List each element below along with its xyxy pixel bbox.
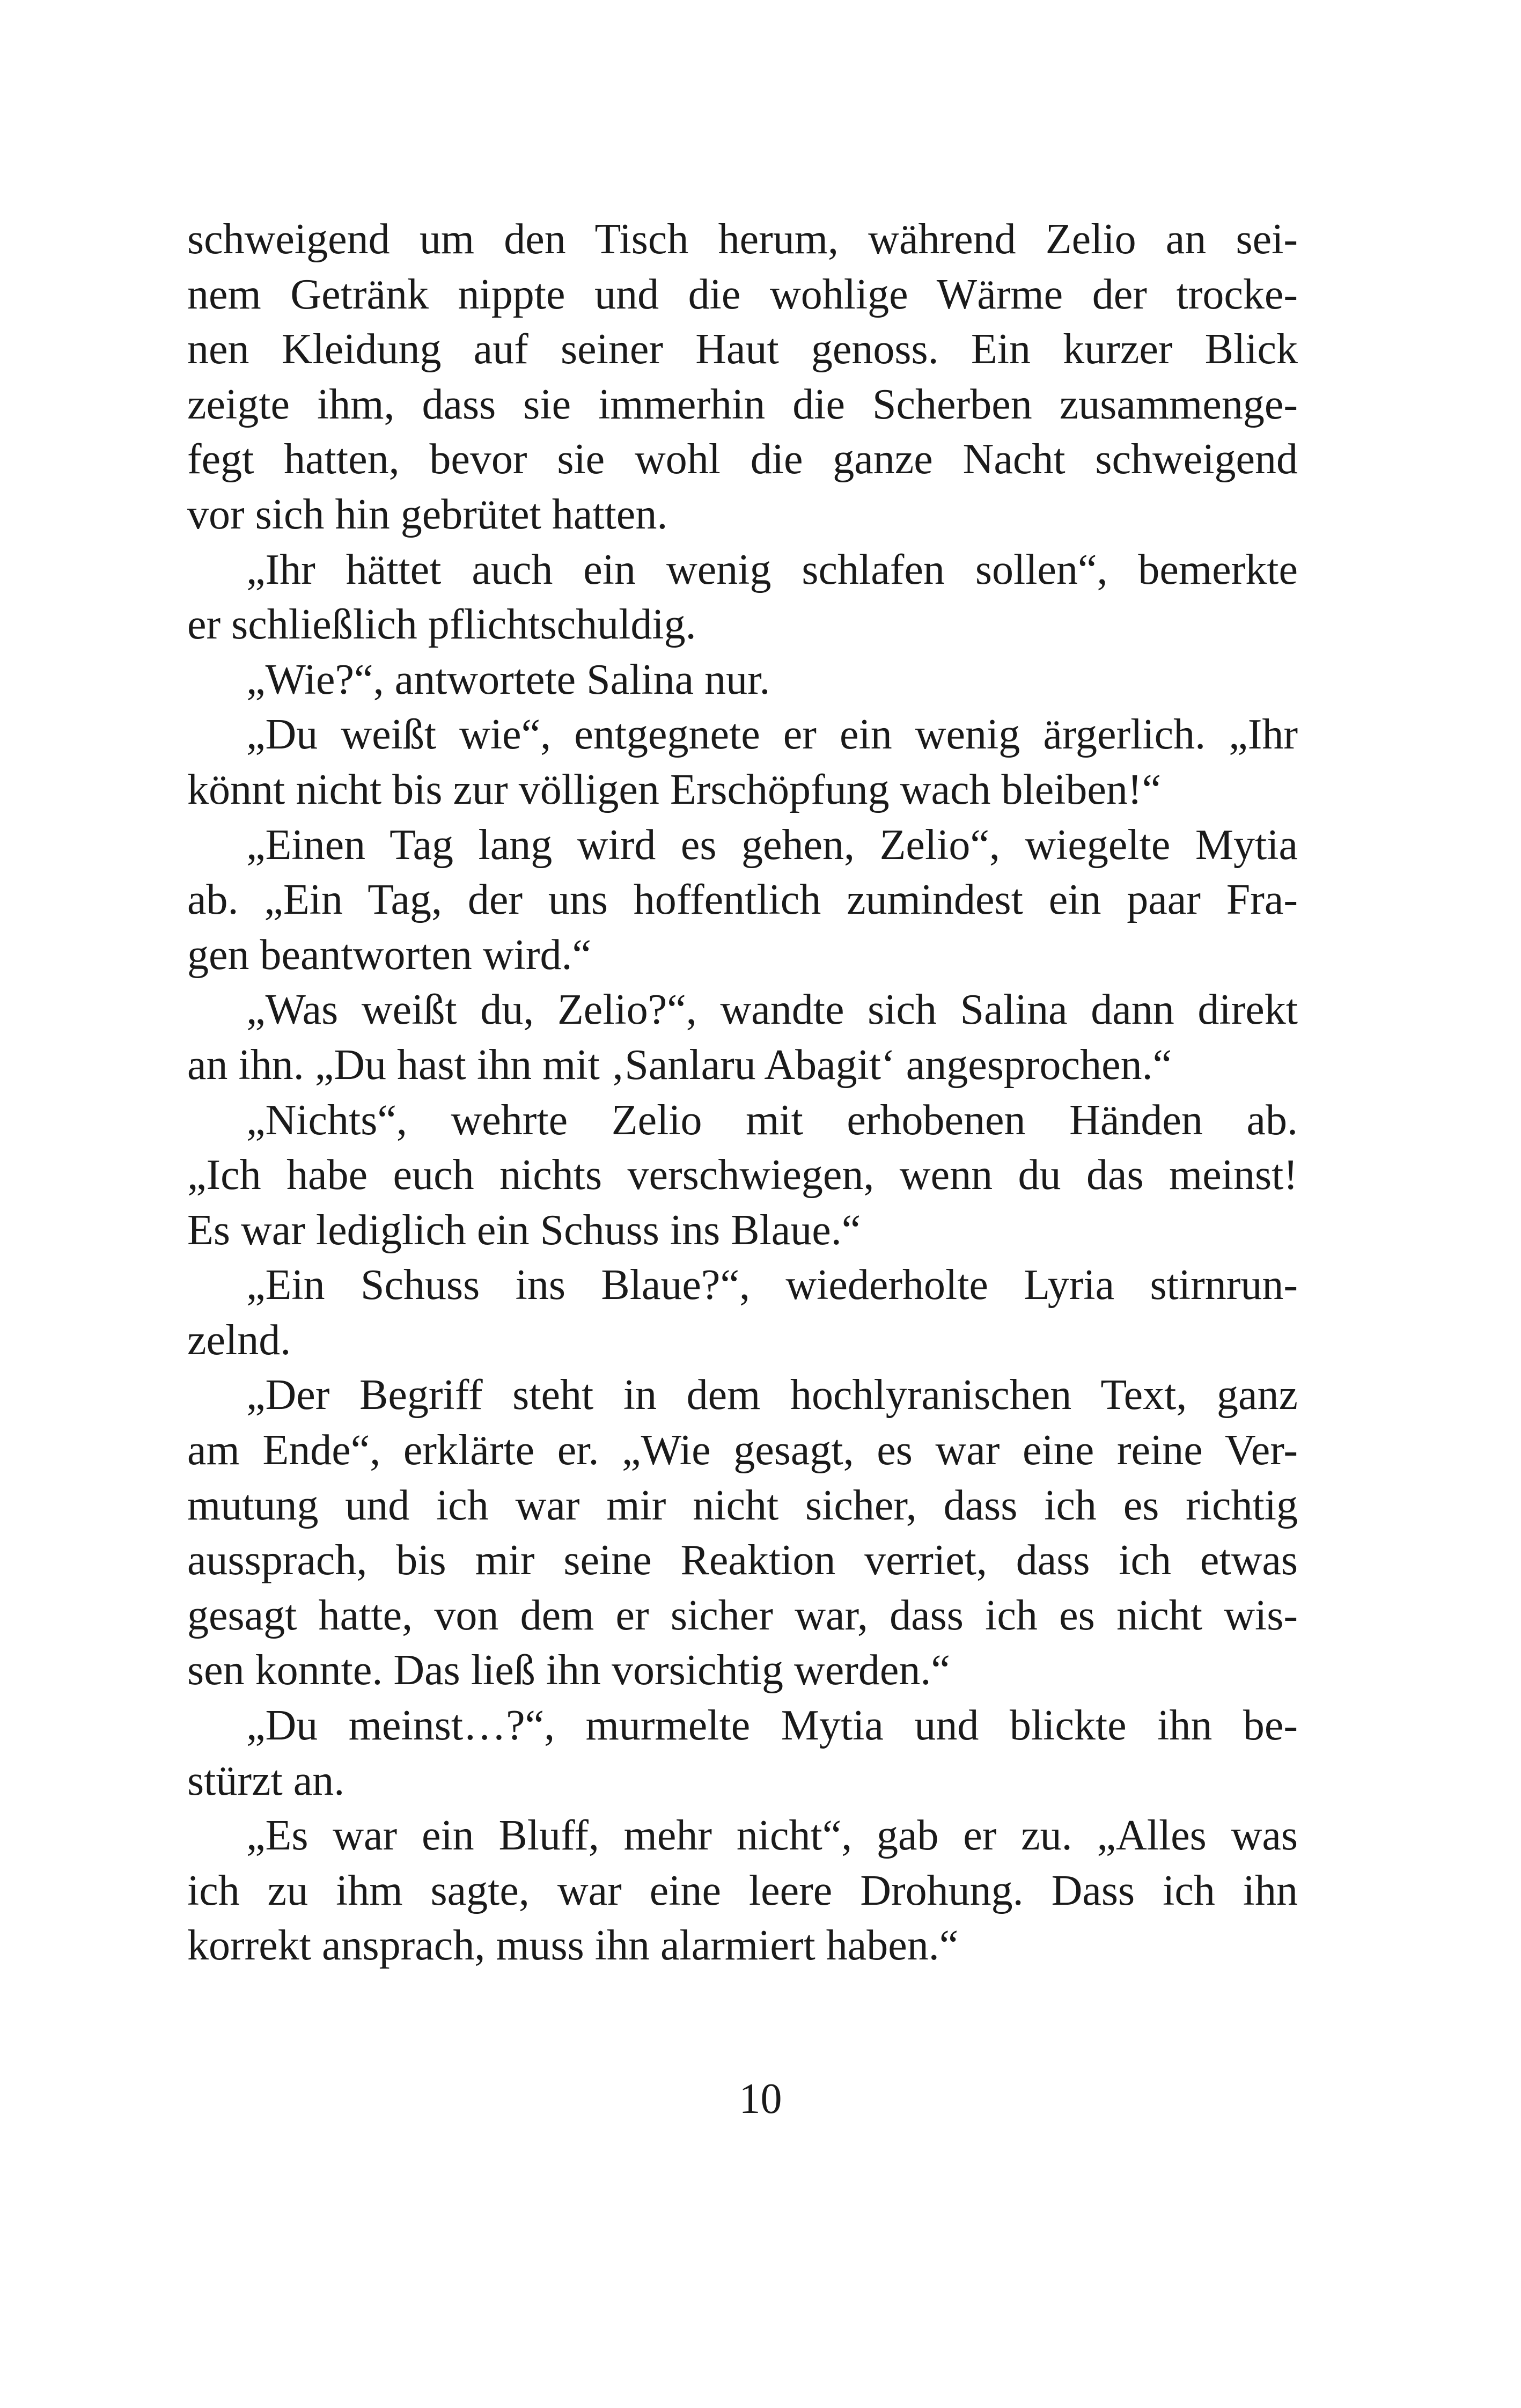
text-line: „Du meinst…?“, murmelte Mytia und blickte ihn be- (246, 1702, 1298, 1750)
text-line: gen beantworten wird.“ (187, 931, 592, 979)
text-line: ab. „Ein Tag, der uns hoffentlich zumindest ein paar Fra- (187, 876, 1298, 924)
page-number: 10 (739, 2075, 782, 2123)
text-line: zeigte ihm, dass sie immerhin die Scherben zusammenge- (187, 380, 1298, 428)
text-line: ich zu ihm sagte, war eine leere Drohung. Dass ich ihn (187, 1867, 1298, 1914)
text-line: zelnd. (187, 1316, 291, 1364)
text-line: gesagt hatte, von dem er sicher war, dass ich es nicht wis- (187, 1591, 1298, 1639)
text-line: Es war lediglich ein Schuss ins Blaue.“ (187, 1206, 861, 1254)
text-line: „Nichts“, wehrte Zelio mit erhobenen Händen ab. (246, 1096, 1298, 1144)
text-line: „Ein Schuss ins Blaue?“, wiederholte Lyria stirnrun- (246, 1261, 1298, 1309)
text-line: nem Getränk nippte und die wohlige Wärme der trocke- (187, 270, 1298, 318)
text-line: könnt nicht bis zur völligen Erschöpfung wach bleiben!“ (187, 766, 1162, 813)
text-line: fegt hatten, bevor sie wohl die ganze Nacht schweigend (187, 436, 1298, 483)
text-line: mutung und ich war mir nicht sicher, dass ich es richtig (187, 1481, 1298, 1529)
text-line: „Was weißt du, Zelio?“, wandte sich Salina dann direkt (246, 986, 1298, 1034)
text-line: er schließlich pflichtschuldig. (187, 601, 696, 649)
text-line: „Du weißt wie“, entgegnete er ein wenig ärgerlich. „Ihr (246, 711, 1298, 759)
text-line: schweigend um den Tisch herum, während Zelio an sei- (187, 216, 1298, 263)
text-line: an ihn. „Du hast ihn mit ‚Sanlaru Abagit‘ angesprochen.“ (187, 1041, 1172, 1089)
text-line: „Wie?“, antwortete Salina nur. (246, 656, 770, 703)
text-line: nen Kleidung auf seiner Haut genoss. Ein kurzer Blick (187, 326, 1298, 373)
text-line: „Einen Tag lang wird es gehen, Zelio“, wiegelte Mytia (246, 821, 1298, 869)
text-line: „Ich habe euch nichts verschwiegen, wenn du das meinst! (187, 1151, 1298, 1199)
text-line: „Es war ein Bluff, mehr nicht“, gab er zu. „Alles was (246, 1812, 1298, 1860)
text-line: „Der Begriff steht in dem hochlyranischen Text, ganz (246, 1371, 1298, 1419)
text-line: aussprach, bis mir seine Reaktion verriet, dass ich etwas (187, 1537, 1298, 1584)
body-text (187, 212, 1298, 1973)
text-line: sen konnte. Das ließ ihn vorsichtig werden.“ (187, 1647, 950, 1694)
text-line: am Ende“, erklärte er. „Wie gesagt, es war eine reine Ver- (187, 1427, 1298, 1474)
text-line: stürzt an. (187, 1757, 345, 1804)
text-line: korrekt ansprach, muss ihn alarmiert haben.“ (187, 1922, 959, 1970)
text-line: „Ihr hättet auch ein wenig schlafen sollen“, bemerkte (246, 546, 1298, 593)
text-line: vor sich hin gebrütet hatten. (187, 490, 668, 538)
